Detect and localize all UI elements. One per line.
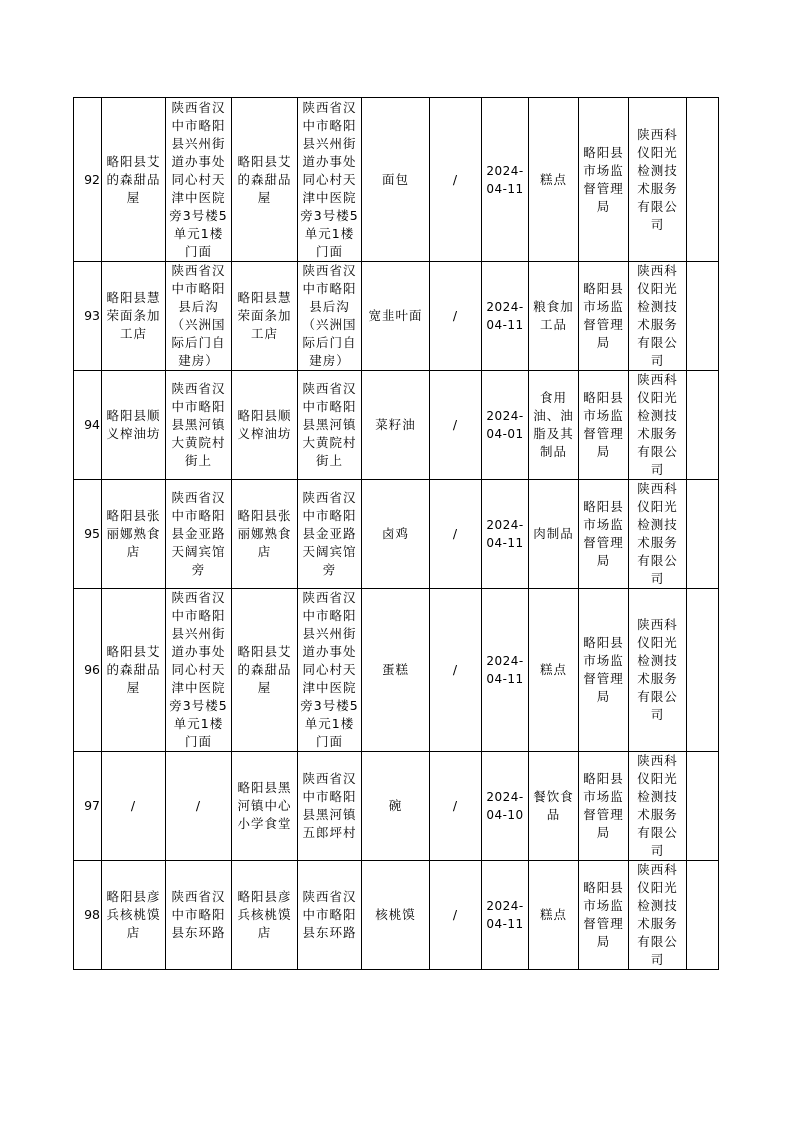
testing-lab-cell: 陕西科仪阳光检测技术服务有限公司 [629,98,687,262]
sampled-address-cell: 陕西省汉中市略阳县兴州街道办事处同心村天津中医院旁3号楼5单元1楼门面 [298,98,362,262]
producer-name-cell: 略阳县顺义榨油坊 [102,371,166,480]
producer-address-cell: 陕西省汉中市略阳县金亚路天阔宾馆旁 [166,480,232,589]
supervising-department-cell: 略阳县市场监督管理局 [579,589,629,752]
producer-address-cell: 陕西省汉中市略阳县后沟（兴洲国际后门自建房） [166,262,232,371]
production-date-cell: 2024-04-01 [482,371,529,480]
production-date-cell: 2024-04-11 [482,98,529,262]
sampled-address-cell: 陕西省汉中市略阳县黑河镇五郎坪村 [298,752,362,861]
sampled-entity-cell: 略阳县艾的森甜品屋 [232,98,298,262]
producer-name-cell: 略阳县张丽娜熟食店 [102,480,166,589]
table-row [74,861,719,970]
food-category-cell: 食用油、油脂及其制品 [529,371,579,480]
specification-cell: / [430,752,482,861]
table-row [74,262,719,371]
note-cell [687,262,719,371]
sampled-address-cell: 陕西省汉中市略阳县兴州街道办事处同心村天津中医院旁3号楼5单元1楼门面 [298,589,362,752]
row-number-cell: 94 [74,371,102,480]
food-category-cell: 糕点 [529,589,579,752]
row-number-cell: 93 [74,262,102,371]
food-category-cell: 糕点 [529,861,579,970]
producer-address-cell: 陕西省汉中市略阳县兴州街道办事处同心村天津中医院旁3号楼5单元1楼门面 [166,589,232,752]
supervising-department-cell: 略阳县市场监督管理局 [579,262,629,371]
production-date-cell: 2024-04-11 [482,262,529,371]
food-category-cell: 餐饮食品 [529,752,579,861]
sampled-address-cell: 陕西省汉中市略阳县东环路 [298,861,362,970]
table-row [74,752,719,861]
specification-cell: / [430,262,482,371]
row-number-cell: 95 [74,480,102,589]
producer-address-cell: 陕西省汉中市略阳县兴州街道办事处同心村天津中医院旁3号楼5单元1楼门面 [166,98,232,262]
production-date-cell: 2024-04-10 [482,752,529,861]
sampled-entity-cell: 略阳县顺义榨油坊 [232,371,298,480]
sampled-address-cell: 陕西省汉中市略阳县金亚路天阔宾馆旁 [298,480,362,589]
sampled-entity-cell: 略阳县彦兵核桃馍店 [232,861,298,970]
testing-lab-cell: 陕西科仪阳光检测技术服务有限公司 [629,480,687,589]
food-name-cell: 蛋糕 [362,589,430,752]
supervising-department-cell: 略阳县市场监督管理局 [579,98,629,262]
producer-name-cell: 略阳县艾的森甜品屋 [102,589,166,752]
note-cell [687,861,719,970]
production-date-cell: 2024-04-11 [482,589,529,752]
food-category-cell: 糕点 [529,98,579,262]
specification-cell: / [430,861,482,970]
sampled-address-cell: 陕西省汉中市略阳县后沟（兴洲国际后门自建房） [298,262,362,371]
testing-lab-cell: 陕西科仪阳光检测技术服务有限公司 [629,371,687,480]
row-number-cell: 97 [74,752,102,861]
row-number-cell: 96 [74,589,102,752]
supervising-department-cell: 略阳县市场监督管理局 [579,861,629,970]
producer-name-cell: 略阳县艾的森甜品屋 [102,98,166,262]
testing-lab-cell: 陕西科仪阳光检测技术服务有限公司 [629,262,687,371]
food-category-cell: 粮食加工品 [529,262,579,371]
producer-address-cell: 陕西省汉中市略阳县黑河镇大黄院村街上 [166,371,232,480]
producer-name-cell: 略阳县慧荣面条加工店 [102,262,166,371]
supervising-department-cell: 略阳县市场监督管理局 [579,480,629,589]
producer-address-cell: / [166,752,232,861]
food-name-cell: 碗 [362,752,430,861]
sampled-entity-cell: 略阳县黑河镇中心小学食堂 [232,752,298,861]
row-number-cell: 92 [74,98,102,262]
note-cell [687,98,719,262]
row-number-cell: 98 [74,861,102,970]
supervising-department-cell: 略阳县市场监督管理局 [579,371,629,480]
sampled-entity-cell: 略阳县张丽娜熟食店 [232,480,298,589]
note-cell [687,371,719,480]
table-row [74,371,719,480]
note-cell [687,752,719,861]
specification-cell: / [430,371,482,480]
producer-address-cell: 陕西省汉中市略阳县东环路 [166,861,232,970]
specification-cell: / [430,98,482,262]
food-name-cell: 卤鸡 [362,480,430,589]
food-name-cell: 核桃馍 [362,861,430,970]
note-cell [687,589,719,752]
table-row [74,98,719,262]
supervising-department-cell: 略阳县市场监督管理局 [579,752,629,861]
specification-cell: / [430,480,482,589]
testing-lab-cell: 陕西科仪阳光检测技术服务有限公司 [629,861,687,970]
food-name-cell: 菜籽油 [362,371,430,480]
note-cell [687,480,719,589]
sampled-entity-cell: 略阳县艾的森甜品屋 [232,589,298,752]
producer-name-cell: / [102,752,166,861]
production-date-cell: 2024-04-11 [482,480,529,589]
sampled-entity-cell: 略阳县慧荣面条加工店 [232,262,298,371]
table-row [74,480,719,589]
food-name-cell: 面包 [362,98,430,262]
specification-cell: / [430,589,482,752]
sampled-address-cell: 陕西省汉中市略阳县黑河镇大黄院村街上 [298,371,362,480]
producer-name-cell: 略阳县彦兵核桃馍店 [102,861,166,970]
testing-lab-cell: 陕西科仪阳光检测技术服务有限公司 [629,752,687,861]
table-row [74,589,719,752]
testing-lab-cell: 陕西科仪阳光检测技术服务有限公司 [629,589,687,752]
food-category-cell: 肉制品 [529,480,579,589]
sampling-results-table [73,97,719,970]
production-date-cell: 2024-04-11 [482,861,529,970]
food-name-cell: 宽韭叶面 [362,262,430,371]
